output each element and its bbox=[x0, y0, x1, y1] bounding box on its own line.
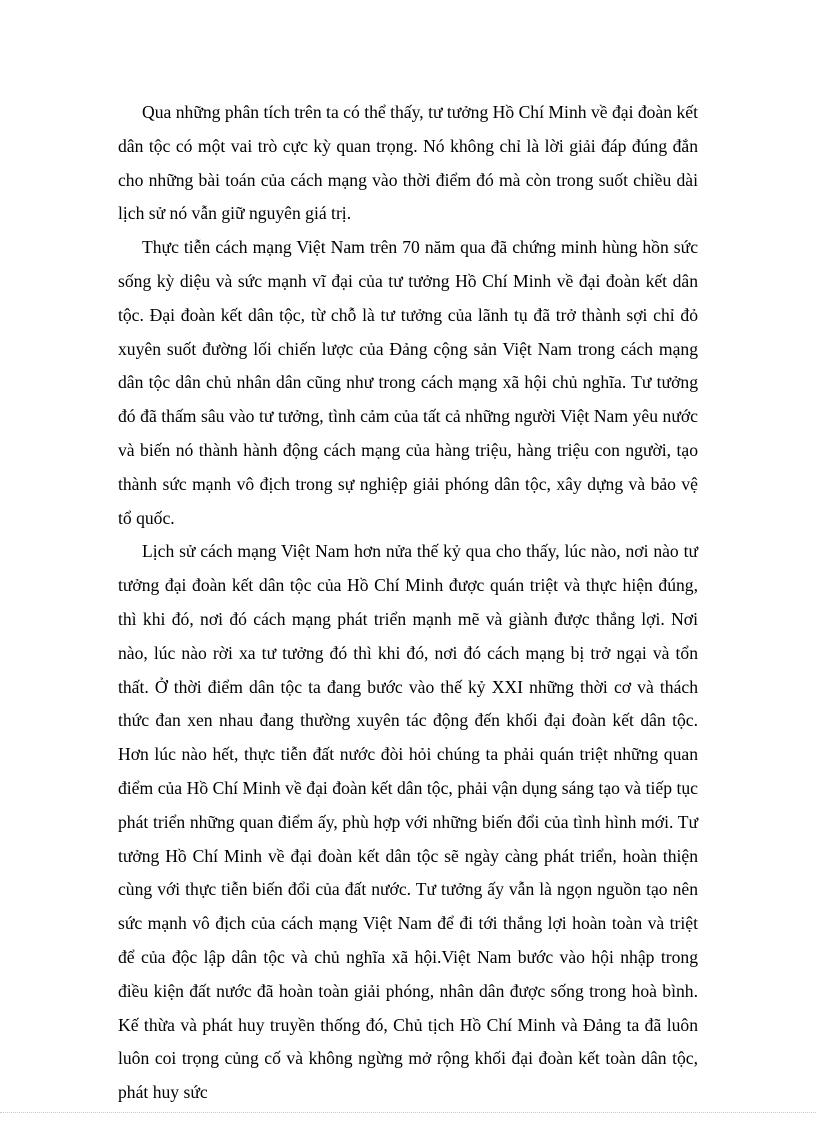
paragraph-3: Lịch sử cách mạng Việt Nam hơn nửa thế kỷ qua cho thấy, lúc nào, nơi nào tư tưởng đại đoàn kết dân tộc của Hồ Chí Minh được quán triệt và thực hiện đúng, thì khi đó, nơi đó cách mạng phát triển mạnh mẽ và giành được thắng lợi. Nơi nào, lúc nào rời xa tư tưởng đó thì khi đó, nơi đó cách mạng bị trở ngại và tổn thất. Ở thời điểm dân tộc ta đang bước vào thế kỷ XXI những thời cơ và thách thức đan xen nhau đang thường xuyên tác động đến khối đại đoàn kết dân tộc. Hơn lúc nào hết, thực tiễn đất nước đòi hỏi chúng ta phải quán triệt những quan điểm của Hồ Chí Minh về đại đoàn kết dân tộc, phải vận dụng sáng tạo và tiếp tục phát triển những quan điểm ấy, phù hợp với những biến đổi của tình hình mới. Tư tưởng Hồ Chí Minh về đại đoàn kết dân tộc sẽ ngày càng phát triển, hoàn thiện cùng với thực tiễn biến đổi của đất nước. Tư tưởng ấy vẫn là ngọn nguồn tạo nên sức mạnh vô địch của cách mạng Việt Nam để đi tới thắng lợi hoàn toàn và triệt để của độc lập dân tộc và chủ nghĩa xã hội.Việt Nam bước vào hội nhập trong điều kiện đất nước đã hoàn toàn giải phóng, nhân dân được sống trong hoà bình. Kế thừa và phát huy truyền thống đó, Chủ tịch Hồ Chí Minh và Đảng ta đã luôn luôn coi trọng củng cố và không ngừng mở rộng khối đại đoàn kết toàn dân tộc, phát huy sức bbox=[118, 541, 698, 1103]
page-bottom-border bbox=[0, 1112, 816, 1113]
body-text bbox=[118, 96, 698, 1110]
paragraph-2: Thực tiễn cách mạng Việt Nam trên 70 năm qua đã chứng minh hùng hồn sức sống kỳ diệu và sức mạnh vĩ đại của tư tưởng Hồ Chí Minh về đại đoàn kết dân tộc. Đại đoàn kết dân tộc, từ chỗ là tư tưởng của lãnh tụ đã trở thành sợi chỉ đỏ xuyên suốt đường lối chiến lược của Đảng cộng sản Việt Nam trong cách mạng dân tộc dân chủ nhân dân cũng như trong cách mạng xã hội chủ nghĩa. Tư tưởng đó đã thấm sâu vào tư tưởng, tình cảm của tất cả những người Việt Nam yêu nước và biến nó thành hành động cách mạng của hàng triệu, hàng triệu con người, tạo thành sức mạnh vô địch trong sự nghiệp giải phóng dân tộc, xây dựng và bảo vệ tổ quốc. bbox=[118, 237, 698, 528]
paragraph-1: Qua những phân tích trên ta có thể thấy, tư tưởng Hồ Chí Minh về đại đoàn kết dân tộc có một vai trò cực kỳ quan trọng. Nó không chỉ là lời giải đáp đúng đắn cho những bài toán của cách mạng vào thời điểm đó mà còn trong suốt chiều dài lịch sử nó vẫn giữ nguyên giá trị. bbox=[118, 102, 698, 224]
